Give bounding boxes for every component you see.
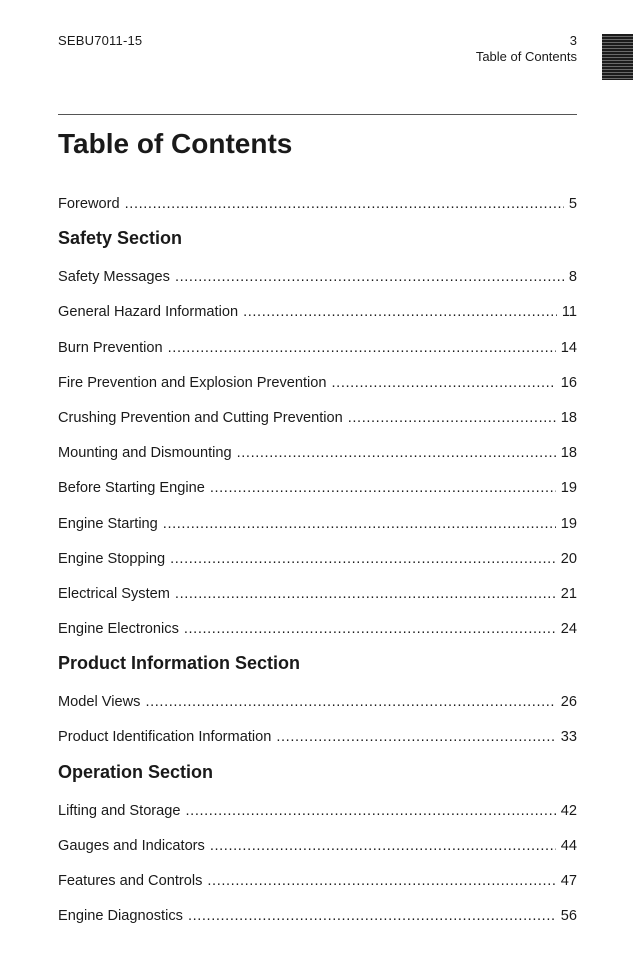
toc-entry[interactable] bbox=[58, 263, 577, 298]
section-thumb-tab bbox=[602, 34, 633, 80]
toc-entry-page: 47 bbox=[560, 873, 577, 889]
toc-entry[interactable] bbox=[58, 615, 577, 650]
toc-entry[interactable] bbox=[58, 832, 577, 867]
toc-entry-title: Features and Controls bbox=[58, 873, 203, 889]
toc-entry[interactable] bbox=[58, 474, 577, 509]
document-code: SEBU7011-15 bbox=[58, 33, 143, 48]
toc-entry-page: 16 bbox=[560, 374, 577, 391]
toc-entry-page: 56 bbox=[560, 908, 577, 925]
toc-entry[interactable] bbox=[58, 439, 577, 474]
section-heading-product-information: Product Information Section bbox=[58, 653, 301, 674]
toc-entry[interactable] bbox=[58, 510, 577, 545]
dot-leader bbox=[243, 298, 557, 326]
toc-entry-title: Electrical System bbox=[58, 585, 170, 602]
toc-entry-foreword[interactable] bbox=[58, 190, 577, 225]
toc-entry-page: 8 bbox=[568, 269, 577, 286]
toc-entry-title: General Hazard Information bbox=[58, 304, 239, 321]
toc-entry-page: 19 bbox=[560, 515, 577, 532]
toc-entry-title: Before Starting Engine bbox=[58, 480, 205, 497]
page-number: 3 bbox=[569, 33, 577, 48]
toc-entry-page: 44 bbox=[560, 837, 577, 854]
toc-entry[interactable] bbox=[58, 867, 577, 902]
toc-entry-title: Safety Messages bbox=[58, 269, 170, 286]
toc-entry-page: 21 bbox=[560, 585, 577, 602]
toc-entry[interactable] bbox=[58, 298, 577, 333]
header-divider bbox=[58, 114, 577, 115]
dot-leader bbox=[145, 688, 555, 716]
toc-entry[interactable] bbox=[58, 723, 577, 758]
dot-leader bbox=[175, 580, 556, 608]
toc-entry-title: Gauges and Indicators bbox=[58, 837, 205, 854]
dot-leader bbox=[237, 439, 556, 467]
toc-entry-page: 19 bbox=[560, 480, 577, 497]
toc-entry-page: 18 bbox=[560, 409, 577, 426]
dot-leader bbox=[184, 615, 556, 643]
toc-entry-page: 26 bbox=[560, 694, 577, 711]
toc-entry-title: Lifting and Storage bbox=[58, 802, 181, 819]
toc-entry-page: 11 bbox=[561, 304, 577, 321]
dot-leader bbox=[186, 797, 556, 825]
toc-entry-title: Fire Prevention and Explosion Prevention bbox=[58, 374, 327, 391]
section-heading-operation: Operation Section bbox=[58, 761, 214, 782]
dot-leader bbox=[332, 369, 556, 397]
page-title: Table of Contents bbox=[58, 128, 293, 159]
toc-entry-title: Model Views bbox=[58, 694, 141, 711]
toc-entry-title: Product Identification Information bbox=[58, 729, 272, 746]
dot-leader bbox=[163, 510, 556, 538]
dot-leader bbox=[170, 545, 556, 573]
toc-entry-page: 42 bbox=[560, 802, 577, 819]
toc-entry-page: 5 bbox=[568, 196, 577, 212]
dot-leader bbox=[188, 902, 556, 930]
dot-leader bbox=[168, 334, 556, 362]
toc-entry[interactable] bbox=[58, 797, 577, 832]
dot-leader bbox=[210, 832, 556, 860]
toc-entry-page: 14 bbox=[560, 339, 577, 356]
running-title: Table of Contents bbox=[475, 49, 577, 64]
dot-leader bbox=[276, 723, 555, 751]
dot-leader bbox=[348, 404, 556, 432]
toc-entry[interactable] bbox=[58, 334, 577, 369]
toc-entry[interactable] bbox=[58, 545, 577, 580]
toc-entry-page: 33 bbox=[560, 729, 577, 746]
toc-entry[interactable] bbox=[58, 580, 577, 615]
toc-entry-title: Engine Diagnostics bbox=[58, 908, 183, 925]
toc-list bbox=[58, 190, 577, 937]
toc-entry-title: Burn Prevention bbox=[58, 339, 163, 356]
dot-leader bbox=[175, 263, 564, 291]
toc-entry-page: 24 bbox=[560, 621, 577, 638]
toc-entry[interactable] bbox=[58, 369, 577, 404]
toc-entry-title: Engine Stopping bbox=[58, 550, 166, 567]
toc-entry[interactable] bbox=[58, 902, 577, 937]
dot-leader bbox=[125, 190, 564, 218]
toc-entry-title: Crushing Prevention and Cutting Prevention bbox=[58, 409, 343, 426]
section-heading-safety: Safety Section bbox=[58, 228, 183, 249]
toc-entry-page: 20 bbox=[560, 550, 577, 567]
toc-entry-title: Engine Electronics bbox=[58, 621, 179, 638]
dot-leader bbox=[207, 867, 555, 895]
toc-entry-title: Foreword bbox=[58, 196, 120, 212]
toc-entry-title: Engine Starting bbox=[58, 515, 158, 532]
toc-entry-title: Mounting and Dismounting bbox=[58, 445, 232, 462]
toc-entry-page: 18 bbox=[560, 445, 577, 462]
toc-entry[interactable] bbox=[58, 688, 577, 723]
toc-entry[interactable] bbox=[58, 404, 577, 439]
dot-leader bbox=[210, 474, 556, 502]
